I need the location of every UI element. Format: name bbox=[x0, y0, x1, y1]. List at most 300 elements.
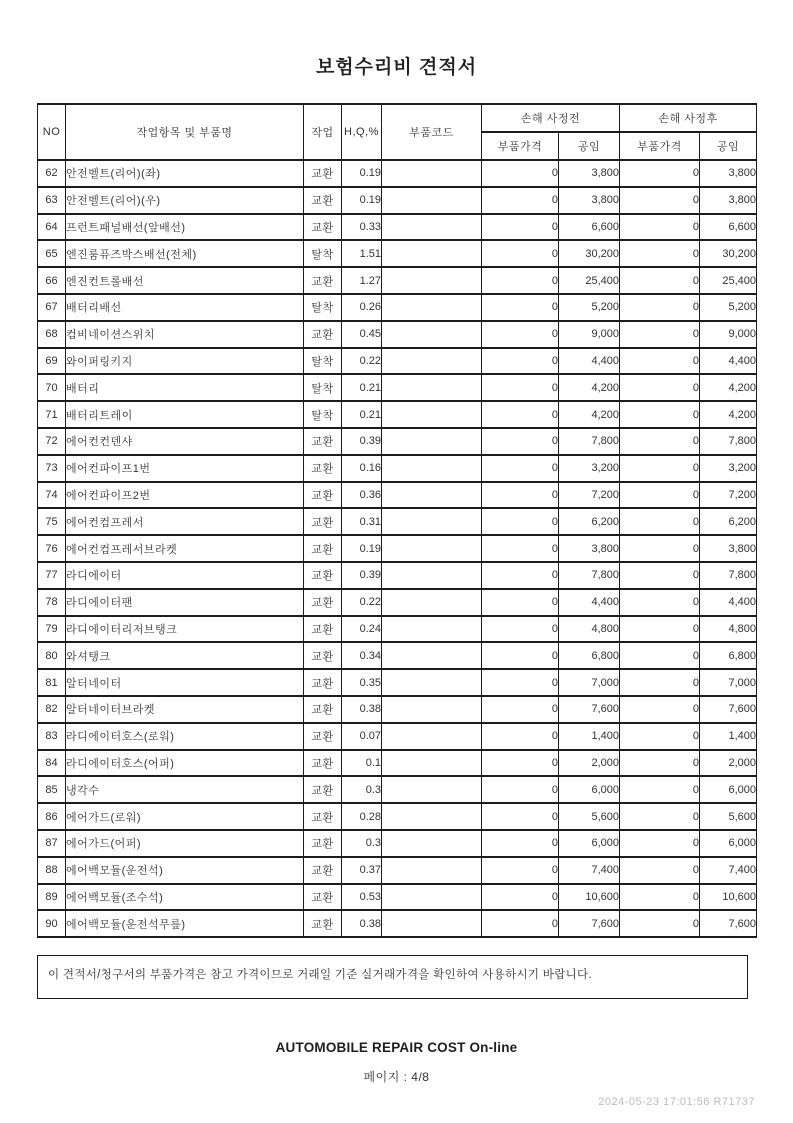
work-type: 교환 bbox=[304, 669, 342, 696]
after-labor: 4,400 bbox=[700, 348, 757, 375]
col-header-after-group: 손해 사정후 bbox=[620, 104, 757, 132]
after-part-price: 0 bbox=[620, 214, 700, 241]
row-no: 66 bbox=[38, 267, 66, 294]
before-labor: 3,800 bbox=[559, 535, 620, 562]
table-row bbox=[38, 508, 757, 535]
item-name: 에어가드(어퍼) bbox=[66, 830, 304, 857]
before-labor: 1,400 bbox=[559, 723, 620, 750]
row-no: 83 bbox=[38, 723, 66, 750]
table-row bbox=[38, 830, 757, 857]
part-code bbox=[382, 589, 482, 616]
before-labor: 7,600 bbox=[559, 910, 620, 937]
hq-percent: 0.39 bbox=[342, 428, 382, 455]
part-code bbox=[382, 642, 482, 669]
item-name: 에어컨파이프1번 bbox=[66, 455, 304, 482]
part-code bbox=[382, 160, 482, 187]
table-row bbox=[38, 616, 757, 643]
part-code bbox=[382, 616, 482, 643]
row-no: 67 bbox=[38, 294, 66, 321]
hq-percent: 1.27 bbox=[342, 267, 382, 294]
hq-percent: 0.19 bbox=[342, 160, 382, 187]
part-code bbox=[382, 401, 482, 428]
before-part-price: 0 bbox=[482, 910, 559, 937]
after-part-price: 0 bbox=[620, 401, 700, 428]
before-part-price: 0 bbox=[482, 294, 559, 321]
work-type: 교환 bbox=[304, 642, 342, 669]
part-code bbox=[382, 214, 482, 241]
item-name: 라디에이터호스(어퍼) bbox=[66, 750, 304, 777]
col-header-no: NO bbox=[38, 104, 66, 160]
item-name: 안전벨트(리어)(좌) bbox=[66, 160, 304, 187]
before-labor: 4,800 bbox=[559, 616, 620, 643]
after-part-price: 0 bbox=[620, 240, 700, 267]
item-name: 에어가드(로워) bbox=[66, 803, 304, 830]
timestamp: 2024-05-23 17:01:56 R71737 bbox=[598, 1096, 755, 1108]
after-labor: 6,200 bbox=[700, 508, 757, 535]
table-row bbox=[38, 803, 757, 830]
table-row bbox=[38, 723, 757, 750]
part-code bbox=[382, 669, 482, 696]
after-part-price: 0 bbox=[620, 535, 700, 562]
before-part-price: 0 bbox=[482, 240, 559, 267]
after-part-price: 0 bbox=[620, 160, 700, 187]
hq-percent: 0.26 bbox=[342, 294, 382, 321]
before-labor: 7,000 bbox=[559, 669, 620, 696]
work-type: 교환 bbox=[304, 750, 342, 777]
after-labor: 4,200 bbox=[700, 401, 757, 428]
part-code bbox=[382, 187, 482, 214]
header-row-top bbox=[38, 104, 757, 132]
row-no: 88 bbox=[38, 857, 66, 884]
work-type: 교환 bbox=[304, 455, 342, 482]
work-type: 교환 bbox=[304, 214, 342, 241]
table-row bbox=[38, 910, 757, 937]
before-labor: 4,400 bbox=[559, 589, 620, 616]
table-row bbox=[38, 642, 757, 669]
before-part-price: 0 bbox=[482, 776, 559, 803]
after-part-price: 0 bbox=[620, 884, 700, 911]
hq-percent: 0.1 bbox=[342, 750, 382, 777]
before-part-price: 0 bbox=[482, 669, 559, 696]
part-code bbox=[382, 428, 482, 455]
work-type: 교환 bbox=[304, 723, 342, 750]
part-code bbox=[382, 508, 482, 535]
item-name: 에어백모듈(운전석무릎) bbox=[66, 910, 304, 937]
hq-percent: 0.38 bbox=[342, 696, 382, 723]
before-part-price: 0 bbox=[482, 750, 559, 777]
hq-percent: 0.21 bbox=[342, 374, 382, 401]
hq-percent: 0.07 bbox=[342, 723, 382, 750]
after-part-price: 0 bbox=[620, 348, 700, 375]
after-labor: 4,200 bbox=[700, 374, 757, 401]
after-part-price: 0 bbox=[620, 428, 700, 455]
after-part-price: 0 bbox=[620, 669, 700, 696]
hq-percent: 0.37 bbox=[342, 857, 382, 884]
row-no: 82 bbox=[38, 696, 66, 723]
hq-percent: 0.45 bbox=[342, 321, 382, 348]
after-labor: 1,400 bbox=[700, 723, 757, 750]
page-number: 페이지 : 4/8 bbox=[363, 1070, 430, 1084]
table-row bbox=[38, 589, 757, 616]
before-labor: 4,200 bbox=[559, 401, 620, 428]
hq-percent: 1.51 bbox=[342, 240, 382, 267]
item-name: 프런트패널배선(앞배선) bbox=[66, 214, 304, 241]
table-row bbox=[38, 240, 757, 267]
before-labor: 4,400 bbox=[559, 348, 620, 375]
col-header-before-part-price: 부품가격 bbox=[482, 132, 559, 160]
item-name: 라디에이터리저브탱크 bbox=[66, 616, 304, 643]
work-type: 교환 bbox=[304, 696, 342, 723]
part-code bbox=[382, 374, 482, 401]
row-no: 76 bbox=[38, 535, 66, 562]
table-row bbox=[38, 267, 757, 294]
table-row bbox=[38, 187, 757, 214]
work-type: 교환 bbox=[304, 910, 342, 937]
after-part-price: 0 bbox=[620, 857, 700, 884]
part-code bbox=[382, 776, 482, 803]
work-type: 교환 bbox=[304, 803, 342, 830]
item-name: 배터리트레이 bbox=[66, 401, 304, 428]
table-row bbox=[38, 482, 757, 509]
after-part-price: 0 bbox=[620, 374, 700, 401]
hq-percent: 0.22 bbox=[342, 589, 382, 616]
after-part-price: 0 bbox=[620, 696, 700, 723]
after-labor: 6,000 bbox=[700, 776, 757, 803]
table-row bbox=[38, 214, 757, 241]
item-name: 알터네이터브라켓 bbox=[66, 696, 304, 723]
item-name: 에어컨파이프2번 bbox=[66, 482, 304, 509]
hq-percent: 0.3 bbox=[342, 830, 382, 857]
part-code bbox=[382, 267, 482, 294]
table-row bbox=[38, 321, 757, 348]
after-part-price: 0 bbox=[620, 562, 700, 589]
before-labor: 5,600 bbox=[559, 803, 620, 830]
before-labor: 6,600 bbox=[559, 214, 620, 241]
before-part-price: 0 bbox=[482, 589, 559, 616]
work-type: 탈착 bbox=[304, 240, 342, 267]
before-labor: 6,200 bbox=[559, 508, 620, 535]
hq-percent: 0.21 bbox=[342, 401, 382, 428]
part-code bbox=[382, 830, 482, 857]
hq-percent: 0.39 bbox=[342, 562, 382, 589]
part-code bbox=[382, 723, 482, 750]
after-labor: 10,600 bbox=[700, 884, 757, 911]
part-code bbox=[382, 750, 482, 777]
item-name: 컴비네이션스위치 bbox=[66, 321, 304, 348]
item-name: 에어백모듈(조수석) bbox=[66, 884, 304, 911]
row-no: 72 bbox=[38, 428, 66, 455]
work-type: 교환 bbox=[304, 562, 342, 589]
before-part-price: 0 bbox=[482, 482, 559, 509]
part-code bbox=[382, 294, 482, 321]
after-part-price: 0 bbox=[620, 589, 700, 616]
before-part-price: 0 bbox=[482, 696, 559, 723]
notice-text: 이 견적서/청구서의 부품가격은 참고 가격이므로 거래일 기준 실거래가격을 확인하여 사용하시기 바랍니다. bbox=[48, 969, 592, 981]
before-part-price: 0 bbox=[482, 374, 559, 401]
after-labor: 30,200 bbox=[700, 240, 757, 267]
item-name: 에어컨컴프레서브라켓 bbox=[66, 535, 304, 562]
after-labor: 2,000 bbox=[700, 750, 757, 777]
before-part-price: 0 bbox=[482, 616, 559, 643]
after-part-price: 0 bbox=[620, 830, 700, 857]
item-name: 와이퍼링키지 bbox=[66, 348, 304, 375]
table-row bbox=[38, 857, 757, 884]
hq-percent: 0.24 bbox=[342, 616, 382, 643]
col-header-item: 작업항목 및 부품명 bbox=[66, 104, 304, 160]
hq-percent: 0.38 bbox=[342, 910, 382, 937]
after-part-price: 0 bbox=[620, 482, 700, 509]
row-no: 79 bbox=[38, 616, 66, 643]
before-part-price: 0 bbox=[482, 187, 559, 214]
part-code bbox=[382, 884, 482, 911]
before-part-price: 0 bbox=[482, 214, 559, 241]
hq-percent: 0.19 bbox=[342, 535, 382, 562]
hq-percent: 0.28 bbox=[342, 803, 382, 830]
part-code bbox=[382, 455, 482, 482]
before-part-price: 0 bbox=[482, 884, 559, 911]
before-labor: 6,000 bbox=[559, 776, 620, 803]
row-no: 78 bbox=[38, 589, 66, 616]
after-labor: 7,000 bbox=[700, 669, 757, 696]
col-header-after-part-price: 부품가격 bbox=[620, 132, 700, 160]
after-part-price: 0 bbox=[620, 910, 700, 937]
work-type: 교환 bbox=[304, 616, 342, 643]
row-no: 89 bbox=[38, 884, 66, 911]
after-part-price: 0 bbox=[620, 294, 700, 321]
part-code bbox=[382, 535, 482, 562]
before-part-price: 0 bbox=[482, 642, 559, 669]
row-no: 80 bbox=[38, 642, 66, 669]
item-name: 에어백모듈(운전석) bbox=[66, 857, 304, 884]
row-no: 90 bbox=[38, 910, 66, 937]
item-name: 에어컨컴프레서 bbox=[66, 508, 304, 535]
after-labor: 9,000 bbox=[700, 321, 757, 348]
table-header bbox=[38, 104, 757, 160]
table-row bbox=[38, 428, 757, 455]
part-code bbox=[382, 240, 482, 267]
after-labor: 6,600 bbox=[700, 214, 757, 241]
after-part-price: 0 bbox=[620, 187, 700, 214]
item-name: 와셔탱크 bbox=[66, 642, 304, 669]
page-title: 보험수리비 견적서 bbox=[315, 57, 478, 78]
after-labor: 7,600 bbox=[700, 910, 757, 937]
col-header-hq: H,Q,% bbox=[342, 104, 382, 160]
table-row bbox=[38, 535, 757, 562]
after-labor: 5,600 bbox=[700, 803, 757, 830]
item-name: 냉각수 bbox=[66, 776, 304, 803]
part-code bbox=[382, 803, 482, 830]
after-labor: 7,400 bbox=[700, 857, 757, 884]
table-row bbox=[38, 160, 757, 187]
hq-percent: 0.35 bbox=[342, 669, 382, 696]
brand-line: AUTOMOBILE REPAIR COST On-line bbox=[275, 1040, 518, 1055]
hq-percent: 0.31 bbox=[342, 508, 382, 535]
after-labor: 6,800 bbox=[700, 642, 757, 669]
after-part-price: 0 bbox=[620, 455, 700, 482]
before-labor: 6,000 bbox=[559, 830, 620, 857]
row-no: 84 bbox=[38, 750, 66, 777]
before-part-price: 0 bbox=[482, 723, 559, 750]
work-type: 교환 bbox=[304, 321, 342, 348]
item-name: 배터리배선 bbox=[66, 294, 304, 321]
after-part-price: 0 bbox=[620, 642, 700, 669]
after-labor: 7,200 bbox=[700, 482, 757, 509]
after-part-price: 0 bbox=[620, 321, 700, 348]
before-labor: 30,200 bbox=[559, 240, 620, 267]
work-type: 교환 bbox=[304, 187, 342, 214]
after-labor: 3,800 bbox=[700, 187, 757, 214]
part-code bbox=[382, 348, 482, 375]
after-part-price: 0 bbox=[620, 508, 700, 535]
work-type: 교환 bbox=[304, 160, 342, 187]
after-part-price: 0 bbox=[620, 776, 700, 803]
table-row bbox=[38, 294, 757, 321]
after-labor: 6,000 bbox=[700, 830, 757, 857]
estimate-table bbox=[37, 103, 757, 938]
table-row bbox=[38, 455, 757, 482]
row-no: 63 bbox=[38, 187, 66, 214]
item-name: 엔진룸퓨즈박스배선(전체) bbox=[66, 240, 304, 267]
row-no: 85 bbox=[38, 776, 66, 803]
work-type: 교환 bbox=[304, 884, 342, 911]
work-type: 교환 bbox=[304, 589, 342, 616]
item-name: 라디에이터팬 bbox=[66, 589, 304, 616]
after-part-price: 0 bbox=[620, 267, 700, 294]
before-part-price: 0 bbox=[482, 562, 559, 589]
part-code bbox=[382, 482, 482, 509]
col-header-after-labor: 공임 bbox=[700, 132, 757, 160]
item-name: 배터리 bbox=[66, 374, 304, 401]
table-row bbox=[38, 562, 757, 589]
item-name: 알터네이터 bbox=[66, 669, 304, 696]
after-labor: 5,200 bbox=[700, 294, 757, 321]
before-part-price: 0 bbox=[482, 508, 559, 535]
work-type: 교환 bbox=[304, 508, 342, 535]
after-part-price: 0 bbox=[620, 750, 700, 777]
before-part-price: 0 bbox=[482, 830, 559, 857]
before-part-price: 0 bbox=[482, 267, 559, 294]
work-type: 교환 bbox=[304, 535, 342, 562]
before-part-price: 0 bbox=[482, 428, 559, 455]
before-labor: 6,800 bbox=[559, 642, 620, 669]
table-row bbox=[38, 374, 757, 401]
row-no: 75 bbox=[38, 508, 66, 535]
hq-percent: 0.33 bbox=[342, 214, 382, 241]
table-row bbox=[38, 401, 757, 428]
work-type: 교환 bbox=[304, 482, 342, 509]
row-no: 69 bbox=[38, 348, 66, 375]
col-header-part-code: 부품코드 bbox=[382, 104, 482, 160]
work-type: 교환 bbox=[304, 830, 342, 857]
after-labor: 25,400 bbox=[700, 267, 757, 294]
work-type: 교환 bbox=[304, 267, 342, 294]
row-no: 71 bbox=[38, 401, 66, 428]
before-part-price: 0 bbox=[482, 803, 559, 830]
before-labor: 7,200 bbox=[559, 482, 620, 509]
work-type: 교환 bbox=[304, 428, 342, 455]
before-part-price: 0 bbox=[482, 348, 559, 375]
before-part-price: 0 bbox=[482, 401, 559, 428]
item-name: 라디에이터 bbox=[66, 562, 304, 589]
after-part-price: 0 bbox=[620, 723, 700, 750]
hq-percent: 0.53 bbox=[342, 884, 382, 911]
row-no: 74 bbox=[38, 482, 66, 509]
work-type: 탈착 bbox=[304, 348, 342, 375]
after-labor: 4,800 bbox=[700, 616, 757, 643]
before-labor: 2,000 bbox=[559, 750, 620, 777]
item-name: 안전벨트(리어)(우) bbox=[66, 187, 304, 214]
part-code bbox=[382, 562, 482, 589]
col-header-before-labor: 공임 bbox=[559, 132, 620, 160]
item-name: 에어컨컨덴샤 bbox=[66, 428, 304, 455]
before-labor: 7,800 bbox=[559, 428, 620, 455]
row-no: 64 bbox=[38, 214, 66, 241]
before-labor: 4,200 bbox=[559, 374, 620, 401]
row-no: 77 bbox=[38, 562, 66, 589]
part-code bbox=[382, 696, 482, 723]
before-part-price: 0 bbox=[482, 160, 559, 187]
before-labor: 10,600 bbox=[559, 884, 620, 911]
row-no: 62 bbox=[38, 160, 66, 187]
work-type: 탈착 bbox=[304, 294, 342, 321]
row-no: 68 bbox=[38, 321, 66, 348]
after-labor: 4,400 bbox=[700, 589, 757, 616]
work-type: 교환 bbox=[304, 857, 342, 884]
after-labor: 7,800 bbox=[700, 428, 757, 455]
hq-percent: 0.19 bbox=[342, 187, 382, 214]
hq-percent: 0.3 bbox=[342, 776, 382, 803]
before-labor: 9,000 bbox=[559, 321, 620, 348]
before-part-price: 0 bbox=[482, 535, 559, 562]
before-labor: 3,200 bbox=[559, 455, 620, 482]
row-no: 86 bbox=[38, 803, 66, 830]
after-part-price: 0 bbox=[620, 616, 700, 643]
work-type: 교환 bbox=[304, 776, 342, 803]
table-body bbox=[38, 160, 757, 937]
before-labor: 3,800 bbox=[559, 160, 620, 187]
table-row bbox=[38, 750, 757, 777]
before-labor: 5,200 bbox=[559, 294, 620, 321]
hq-percent: 0.22 bbox=[342, 348, 382, 375]
row-no: 65 bbox=[38, 240, 66, 267]
table-row bbox=[38, 776, 757, 803]
hq-percent: 0.16 bbox=[342, 455, 382, 482]
work-type: 탈착 bbox=[304, 401, 342, 428]
before-labor: 7,600 bbox=[559, 696, 620, 723]
hq-percent: 0.34 bbox=[342, 642, 382, 669]
row-no: 73 bbox=[38, 455, 66, 482]
table-row bbox=[38, 884, 757, 911]
before-labor: 7,400 bbox=[559, 857, 620, 884]
before-labor: 25,400 bbox=[559, 267, 620, 294]
after-labor: 7,600 bbox=[700, 696, 757, 723]
row-no: 87 bbox=[38, 830, 66, 857]
before-labor: 7,800 bbox=[559, 562, 620, 589]
before-part-price: 0 bbox=[482, 455, 559, 482]
item-name: 엔진컨트롤배선 bbox=[66, 267, 304, 294]
after-part-price: 0 bbox=[620, 803, 700, 830]
before-labor: 3,800 bbox=[559, 187, 620, 214]
after-labor: 7,800 bbox=[700, 562, 757, 589]
hq-percent: 0.36 bbox=[342, 482, 382, 509]
before-part-price: 0 bbox=[482, 857, 559, 884]
after-labor: 3,800 bbox=[700, 160, 757, 187]
notice-box bbox=[37, 955, 748, 999]
table-row bbox=[38, 696, 757, 723]
before-part-price: 0 bbox=[482, 321, 559, 348]
table-row bbox=[38, 348, 757, 375]
table-row bbox=[38, 669, 757, 696]
